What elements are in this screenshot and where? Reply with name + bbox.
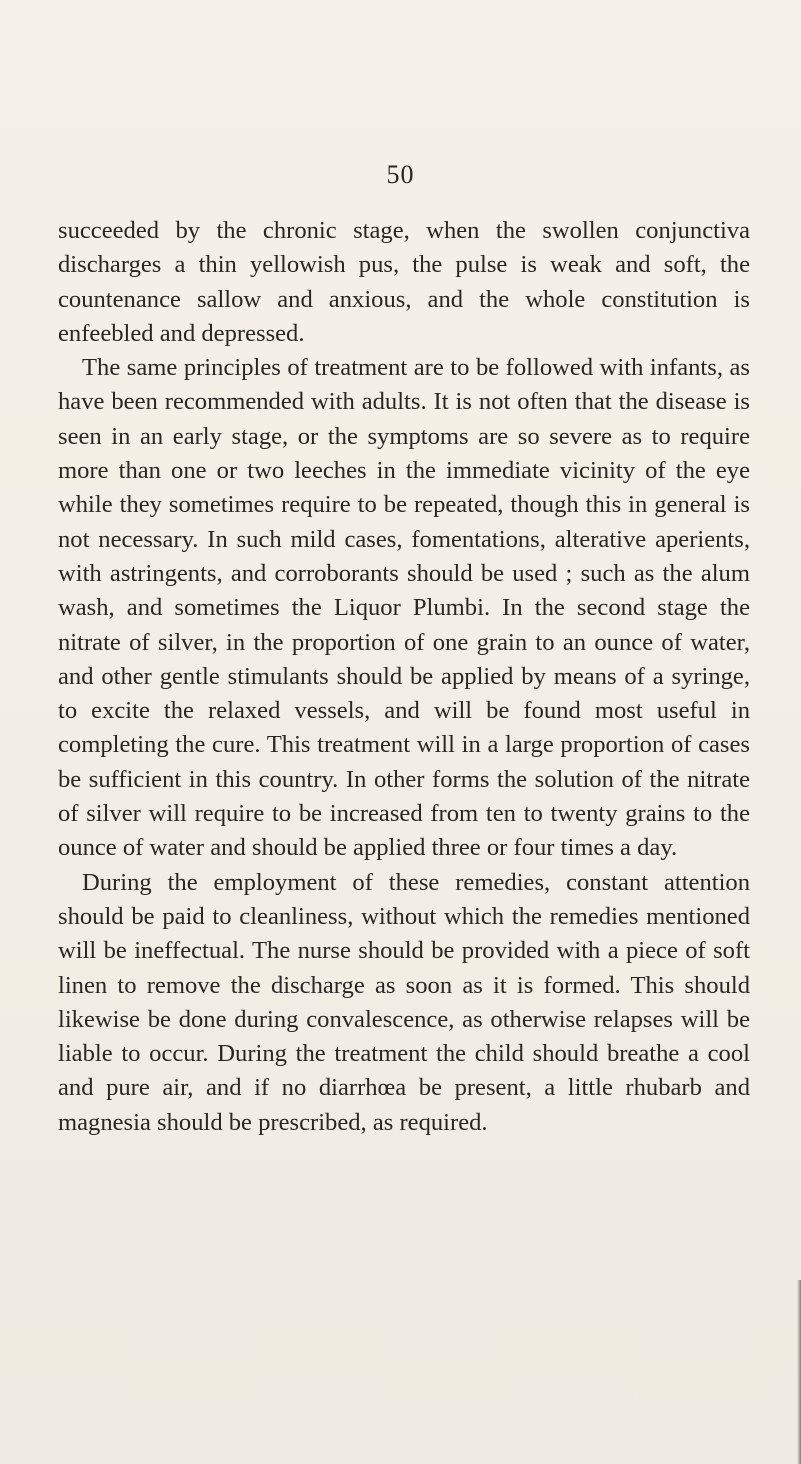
paragraph-1: succeeded by the chronic stage, when the swollen conjunctiva discharges a thin yellowish pus, the pulse is weak and soft, the countenance sallow and anxious, and the whole constitution is enfeebled and depressed. [58,217,750,347]
paragraph-3: During the employment of these remedies, constant attention should be paid to cleanliness, without which the remedies mentioned will be ineffectual. The nurse should be provided with a piece of soft linen to remove the discharge as soon as it is formed. This should likewise be done during convalescence, as otherwise relapses will be liable to occur. During the treatment the child should breathe a cool and pure air, and if no diarrhœa be present, a little rhubarb and magnesia should be prescribed, as required. [58,868,750,1136]
paragraph-2: The same principles of treatment are to be followed with infants, as have been recommended with adults. It is not often that the disease is seen in an early stage, or the symptoms are so severe as to require more than one or two leeches in the immediate vicinity of the eye while they sometimes require to be repeated, though this in general is not necessary. In such mild cases, fomentations, alterative aperients, with astringents, and corroborants should be used ; such as the alum wash, and sometimes the Liquor Plumbi. In the second stage the nitrate of silver, in the proportion of one grain to an ounce of water, and other gentle stimulants should be applied by means of a syringe, to excite the relaxed vessels, and will be found most useful in completing the cure. This treatment will in a large proportion of cases be sufficient in this country. In other forms the solution of the nitrate of silver will require to be increased from ten to twenty grains to the ounce of water and should be applied three or four times a day. [58,354,750,862]
page-edge-shadow [797,1280,801,1464]
page-number: 50 [386,160,415,189]
body-text [58,214,750,1140]
